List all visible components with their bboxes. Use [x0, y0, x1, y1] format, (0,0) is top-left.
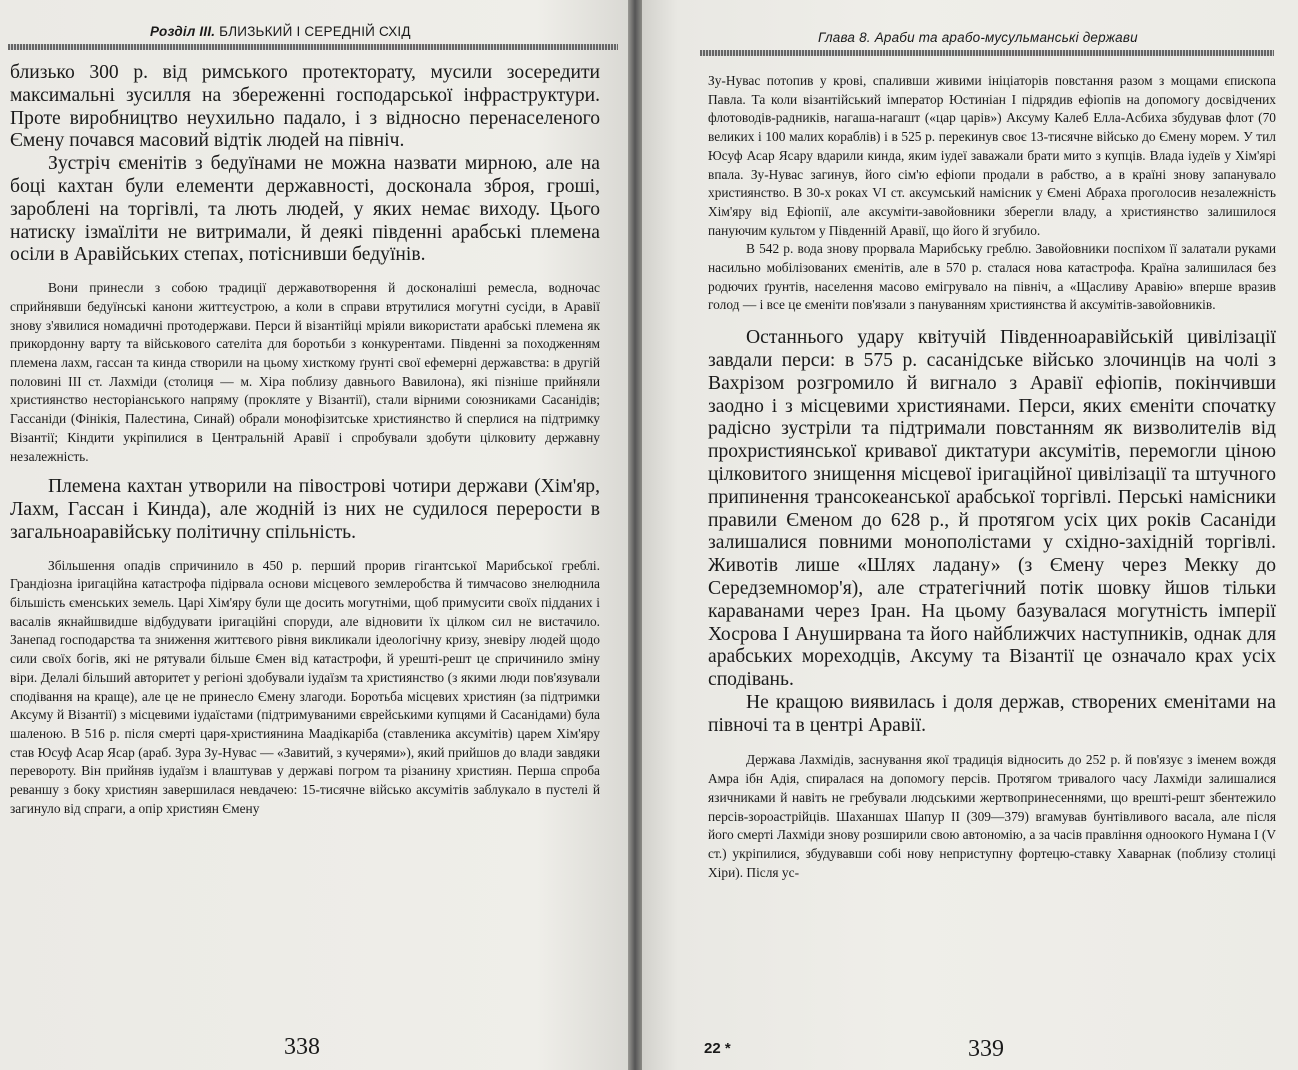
section-title: БЛИЗЬКИЙ І СЕРЕДНІЙ СХІД	[215, 24, 411, 39]
paragraph-small: Зу-Нувас потопив у крові, спаливши живими ініціаторів повстання разом з мощами єпископа Павла. Та коли візантійський імператор Юстиніан I підрядив ефіопів на допомогу досвідчених флотоводів-радників, нагаша-нагашт («цар царів») Аксуму Калеб Елла-Аcбиха збудував флот (70 великих і 100 малих кораблів) і в 525 р. перекинув своє 13-тисячне військо до Ємену морем. У тил Юсуф Асар Ясару вдарили кинда, яким іудеї заважали брати мито з купців. Влада іудеїв у Хім'ярі впала. Зу-Нувас загинув, його сім'ю ефіопи продали в рабство, а в країні знову запанувало християнство. В 30-х роках VI ст. аксумський намісник у Ємені Абраха проголосив незалежність Хім'яру від Ефіопії, але аксуміти-завойовники зберегли владу, а християнство залишилося пануючим культом у Південній Аравії, що його й згубило.	[708, 73, 1276, 238]
paragraph: Не кращою виявилась і доля держав, створених єменітами на півночі та в центрі Аравії.	[708, 691, 1276, 736]
right-page	[638, 0, 1298, 1070]
paragraph: близько 300 р. від римського протекторату, мусили зосередити максимальні зусилля на збереженні господарської інфраструктури. Проте виробництво неухильно падало, і з відносно перенаселеного Ємену почався масовий відтік людей на північ.	[10, 62, 600, 152]
running-head-right	[818, 30, 1138, 45]
paragraph-small: В 542 р. вода знову прорвала Марибську греблю. Завойовники поспіхом її залатали руками насильно мобілізованих єменітів, але в 570 р. сталася нова катастрофа. Країна залишилася без родючих ґрунтів, населення масово емігрувало на північ, а «Щасливу Аравію» вперше вразив голод — і все це єменіти пов'язали з пануванням християнства й аксумітів-завойовників.	[708, 241, 1276, 313]
page-number: 338	[284, 1034, 320, 1060]
paragraph-small: Збільшення опадів спричинило в 450 р. перший прорив гігантської Марибської греблі. Грандіозна іригаційна катастрофа підірвала основи місцевого землеробства й тимчасово знелюднила більшість єменських земель. Царі Хім'яру були ще досить могутніми, щоб примусити своїх підданих і васалів якнайшвидше відбудувати іригаційні споруди, але відновити їх цілком сил не вистачило. Занепад господарства та зниження життєвого рівня викликали ідеологічну кризу, зневіру людей щодо сили своїх богів, які не рятували більше Ємен від катастрофи, й урешті-решт це спричинило зміну віри. Делалі більший авторитет у регіоні здобували іудаїзм та християнство (з якими люди пов'язували сподівання на краще), але це не принесло Ємену злагоди. Боротьба місцевих християн (за підтримки Аксуму й Візантії) з місцевими іудаїстами (підтримуваними єврейськими купцями й Сасанідами) була шаленою. В 516 р. після смерті царя-християнина Маадікаріба (ставленика аксумітів) царем Хім'яру став Юсуф Асар Ясар (араб. Зура Зу-Нувас — «Завитий, з кучерями»), який прийшов до влади завдяки перевороту. Він прийняв іудаїзм і влаштував у державі погром та різанину християн. Перша спроба реваншу з боку християн завершилася невдачею: 15-тисячне військо аксумітів заблукало в пустелі й загинуло від спраги, а опір християн Ємену	[10, 557, 600, 816]
book-gutter	[628, 0, 642, 1070]
running-head-left	[150, 24, 411, 39]
signature-mark: 22 *	[704, 1040, 731, 1057]
chapter-title: Глава 8. Араби та арабо-мусульманські держави	[818, 30, 1138, 45]
paragraph: Останнього удару квітучій Південноаравійській цивілізації завдали перси: в 575 р. сасанідське військо злочинців на чолі з Вахрізом розгромило й вигнало з Аравії ефіопів, покінчивши заодно і з місцевими християнами. Перси, яких єменіти спочатку радісно зустріли та підтримали повстанням як визволителів від прохристиянської кривавої диктатури аксумітів, перемогли ціною цілковитого знищення місцевої іригаційної цивілізації та штучного припинення трансокеанської арабської торгівлі. Перські намісники правили Єменом до 628 р., й протягом усіх цих років Сасаніди залишалися повними монополістами у східно-західній торгівлі. Животів лише «Шлях ладану» (з Ємену через Мекку до Середземномор'я), але стратегічний потік шовку йшов тільки караванами через Іран. На цьому базувалася могутність імперії Хосрова I Ануширвана та його найближчих наступників, однак для арабських мореходців, Аксуму та Візантії це означало крах усіх сподівань.	[708, 327, 1276, 691]
header-rule	[8, 44, 618, 50]
header-rule	[700, 50, 1274, 56]
left-page	[0, 0, 632, 1070]
right-text-block	[708, 72, 1276, 882]
paragraph-small: Держава Лахмідів, заснування якої традиція відносить до 252 р. й пов'язує з іменем вождя Амра ібн Адія, спиралася на допомогу персів. Протягом тривалого часу Лахміди залишалися язичниками й навіть не гребували людськими жертвопринесеннями, що врешті-решт збентежило персів-зороастрійців. Шаханшах Шапур II (309—379) вгамував бунтівливого васала, але після його смерті Лахміди знову розширили свою автономію, а за часів правління одноокого Нумана I (V ст.) укріпилися, збудувавши собі нову неприступну фортецю-ставку Хаварнак (поблизу столиці Хіри). Після ус-	[708, 752, 1276, 880]
left-text-block	[10, 62, 600, 818]
page-number: 339	[968, 1036, 1004, 1062]
paragraph: Зустріч єменітів з бедуїнами не можна назвати мирною, але на боці кахтан були елементи державності, досконала зброя, гроші, зароблені на торгівлі, та лють людей, у яких немає виходу. Цього натиску ізмаїліти не витримали, й деякі південні арабські племена осіли в Аравійських степах, потіснивши бедуїнів.	[10, 153, 600, 266]
section-label: Розділ III.	[150, 24, 216, 39]
paragraph-small: Вони принесли з собою традиції державотворення й досконаліші ремесла, водночас сприйнявши бедуїнські канони життєустрою, а коли в справи втрутилися могутні сусіди, в Аравії знову з'явилися номадичні протодержави. Перси й візантійці мріяли використати арабські племена як прикордонну варту та військового сателіта для боротьби з конкурентами. Південні за походженням племена лахм, гассан та кинда створили на цьому хисткому ґрунті свої ефемерні державства: в другій половині III ст. Лахміди (столиця — м. Хіра поблизу давнього Вавилона), які пізніше прийняли християнство несторіанського напряму (прокляте у Візантії), стали вірними союзниками Сасанідів; Гассаніди (Фінікія, Палестина, Синай) обрали монофізитське християнство й сперлися на підтримку Візантії; Кіндити укріпилися в Центральній Аравії і спробували здобути цілковиту державну незалежність.	[10, 280, 600, 464]
paragraph: Племена кахтан утворили на півострові чотири держави (Хім'яр, Лахм, Гассан і Кинда), але жодній із них не судилося перерости в загальноаравійську політичну спільність.	[10, 476, 600, 543]
